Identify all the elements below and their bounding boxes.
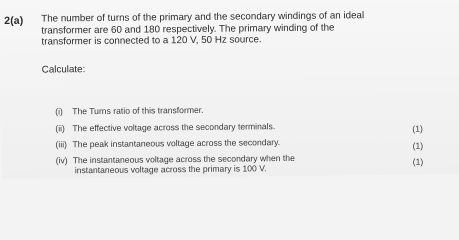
part-iv-continuation: instantaneous voltage across the primary is 100 V. <box>74 163 267 176</box>
stem-line-1: The number of turns of the primary and the secondary windings of an ideal <box>41 10 365 25</box>
part-ii <box>55 121 275 133</box>
part-i-text: The Turns ratio of this transformer. <box>72 104 204 117</box>
part-i-number: (i) <box>55 106 63 117</box>
part-iv-text: The instantaneous voltage across the secondary when the <box>72 152 295 166</box>
calculate-label: Calculate: <box>41 64 86 76</box>
part-iii <box>55 137 280 149</box>
part-iv-number: (iv) <box>55 155 68 166</box>
part-iii-number: (iii) <box>55 139 68 150</box>
mark-part-iii: (1) <box>412 156 424 167</box>
question-stem <box>41 9 453 48</box>
mark-part-i: (1) <box>412 123 423 134</box>
part-i <box>55 105 203 117</box>
stem-line-2: transformer are 60 and 180 respectively. The primary winding of the <box>41 21 335 37</box>
part-iii-text: The peak instantaneous voltage across the secondary. <box>72 137 281 150</box>
mark-part-ii: (1) <box>412 140 424 151</box>
stem-line-3: transformer is connected to a 120 V, 50 Hz source. <box>41 34 262 48</box>
part-ii-text: The effective voltage across the secondary terminals. <box>72 121 276 134</box>
part-ii-number: (ii) <box>55 123 65 134</box>
question-number: 2(a) <box>4 14 24 27</box>
